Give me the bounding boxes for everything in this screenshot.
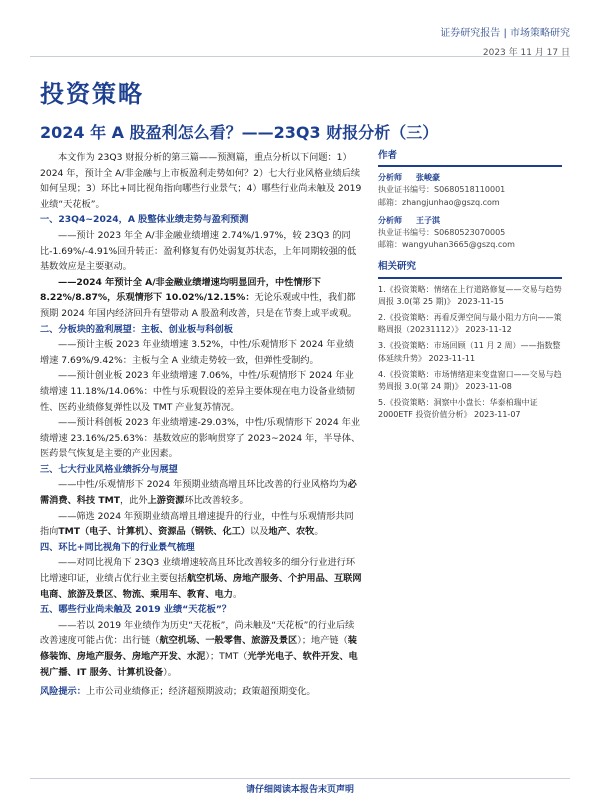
analyst-email[interactable]: 邮箱：zhangjunhao@gszq.com: [378, 197, 500, 207]
highlight-run: 航空机场、房地产服务、个护用品、互联网电商、旅游及景区、物流、乘用车、教育、电力: [40, 573, 362, 600]
report-brand: 投资策略: [40, 80, 144, 108]
section-5-title: 五、哪些行业尚未触及 2019 业绩“天花板”？: [40, 604, 232, 616]
section-1-highlight: ——2024 年预计全 A/非金融业绩增速均明显回升，中性情形下 8.22%/8.87%，乐观情形下 10.02%/12.15%：: [40, 276, 321, 304]
highlight-run: 地产、农牧: [268, 526, 315, 538]
highlight-run: 必需消费、科技 TMT: [40, 479, 357, 507]
text-run: ，此外: [120, 495, 148, 507]
text-run: 。: [232, 588, 243, 600]
section-1-paragraph-2: [40, 275, 362, 322]
related-report-title: 5.《投资策略：洞察中小盘长：华泰柏瑞中证 2000ETF 投资价值分析》: [378, 398, 538, 420]
risk-text: 上市公司业绩修正；经济超预期波动；政策超预期变化。: [85, 686, 316, 698]
report-header: [440, 24, 570, 58]
header-divider: [30, 56, 570, 57]
related-report[interactable]: [378, 369, 562, 393]
risk-label: 风险提示：: [40, 686, 86, 698]
related-report-date: 2023-11-11: [428, 353, 476, 363]
highlight-run: 上游资源: [147, 495, 185, 507]
text-run: ——中性/乐观情形下 2024 年预期业绩高增且环比改善的行业风格均为: [58, 479, 348, 491]
section-2-paragraph-1: ——预计主板 2023 年业绩增速 3.52%，中性/乐观情形下 2024 年业绩增速 7.69%/9.42%：主板与全 A 业绩走势较一致，但弹性受制约。: [40, 339, 354, 366]
related-report[interactable]: [378, 312, 562, 336]
related-report-title: 4.《投资策略：市场情绪迎来变盘窗口——交易与趋势周报 3.0(第 24 期)》: [378, 369, 562, 392]
section-2-paragraph-3: ——预计科创板 2023 年业绩增速-29.03%，中性/乐观情形下 2024 年业绩增速 23.16%/25.63%：基数效应的影响贯穿了 2023~2024 年，半导体、医药景气恢复是主要的产业因素。: [40, 417, 361, 460]
highlight-run: 光学光电子、软件开发、电视广播、IT 服务、计算机设备: [40, 651, 358, 678]
related-report-date: 2023-11-07: [474, 410, 521, 420]
related-report[interactable]: [378, 397, 562, 421]
related-report-title: 3.《投资策略：市场回顾（11 月 2 周）——指数整体延续升势》: [378, 341, 561, 363]
section-3-paragraph-1: [40, 477, 362, 508]
footer-disclaimer: 请仔细阅读本报告末页声明: [245, 785, 354, 795]
text-run: ）；TMT（: [205, 651, 248, 662]
sidebar: [378, 150, 562, 426]
risk-warning: [40, 684, 362, 700]
report-title: 2024 年 A 股盈利怎么看？——23Q3 财报分析（三）: [40, 123, 439, 142]
related-report-date: 2023-11-12: [465, 325, 512, 335]
text-run: ——若以 2019 年业绩作为历史“天花板”，尚未触及“天花板”的行业后续改善速度可能占优：出行链（: [40, 619, 355, 647]
text-run: ）。: [163, 666, 177, 678]
section-4-title: 四、环比+同比视角下的行业景气梳理: [40, 541, 195, 553]
related-report-title: 2.《投资策略：再看反弹空间与最小阻力方向——策略周报（20231112）》: [378, 313, 562, 335]
report-date: 2023 年 11 月 17 日: [482, 48, 570, 58]
intro-paragraph: 本文作为 23Q3 财报分析的第三篇——预测篇，重点分析以下问题：1）2024 年，预计全 A/非金融与上市板盈利走势如何？2）七大行业风格业绩后续如何呈现；3）环比+同比视角指向哪些行业景气；4）哪些行业尚未触及 2019 业绩“天花板”。: [40, 152, 362, 210]
highlight-run: 装修装饰、房地产服务、房地产开发、水泥: [40, 635, 357, 662]
text-run: ）；地产链（: [297, 635, 348, 647]
analyst-email[interactable]: 邮箱：wangyuhan3665@gszq.com: [378, 240, 515, 250]
related-heading: 相关研究: [378, 261, 562, 278]
section-4-paragraph-1: [40, 555, 362, 602]
section-5-paragraph-1: [40, 618, 362, 680]
highlight-run: 航空机场、一般零售、旅游及景区: [159, 635, 298, 647]
analyst-cert: 执业证书编号：S0680518110001: [378, 185, 506, 195]
analyst-name-row: [378, 215, 562, 227]
related-report-date: 2023-11-15: [457, 296, 504, 306]
related-report[interactable]: [378, 284, 562, 308]
section-2-paragraph-2: ——预计创业板 2023 年业绩增速 7.06%，中性/乐观情形下 2024 年业绩增速 11.18%/14.06%：中性与乐观假设的差异主要体现在电力设备业绩韧性、医药业绩修复弹性以及 TMT 产业复苏情况。: [40, 370, 355, 413]
authors-heading: 作者: [378, 150, 562, 167]
analyst-card: [378, 215, 562, 252]
report-category: 证券研究报告 | 市场策略研究: [440, 28, 570, 39]
related-report[interactable]: [378, 340, 562, 364]
analyst-cert: 执业证书编号：S0680523070005: [378, 228, 506, 238]
text-run: ——筛选 2024 年预期业绩高增且增速提升的行业，中性与乐观情形共同指向: [40, 510, 354, 538]
section-2-title: 二、分板块的盈利展望：主板、创业板与科创板: [40, 323, 233, 335]
text-run: ——对同比视角下 23Q3 业绩增速较高且环比改善较多的细分行业进行环比增速印证，业绩占优行业主要包括: [40, 557, 356, 585]
highlight-run: TMT（电子、计算机）、资源品（钢铁、化工）: [58, 526, 251, 538]
related-report-date: 2023-11-08: [465, 382, 512, 392]
footer-divider: [30, 778, 570, 779]
main-content: [40, 150, 362, 700]
section-1-rest: 无论乐观或中性，我们都预期 2024 年国内经济回升有望带动 A 股盈利改善，只是在节奏上或平或观。: [40, 292, 357, 319]
text-run: 。: [314, 526, 324, 538]
analyst-role: 分析师: [378, 215, 402, 225]
analyst-role: 分析师: [378, 173, 402, 183]
section-3-paragraph-2: [40, 509, 362, 540]
section-3-title: 三、七大行业风格业绩拆分与展望: [40, 463, 178, 475]
analyst-name: 王子淇: [416, 215, 440, 225]
text-run: 以及: [250, 526, 269, 538]
text-run: 环比改善较多。: [184, 495, 249, 507]
analyst-name-row: [378, 172, 562, 184]
related-report-title: 1.《投资策略：情绪在上行道路修复——交易与趋势周报 3.0(第 25 期)》: [378, 284, 562, 306]
section-1-title: 一、23Q4~2024，A 股整体业绩走势与盈利预测: [40, 214, 249, 226]
analyst-card: [378, 172, 562, 209]
analyst-name: 张峻豪: [416, 173, 440, 183]
section-1-paragraph-1: ——预计 2023 年全 A/非金融业绩增速 2.74%/1.97%，较 23Q3 的同比-1.69%/-4.91%回升转正：盈利修复有仍处弱复苏状态，上年同期较强的低基数效应是主要驱动。: [40, 229, 357, 273]
